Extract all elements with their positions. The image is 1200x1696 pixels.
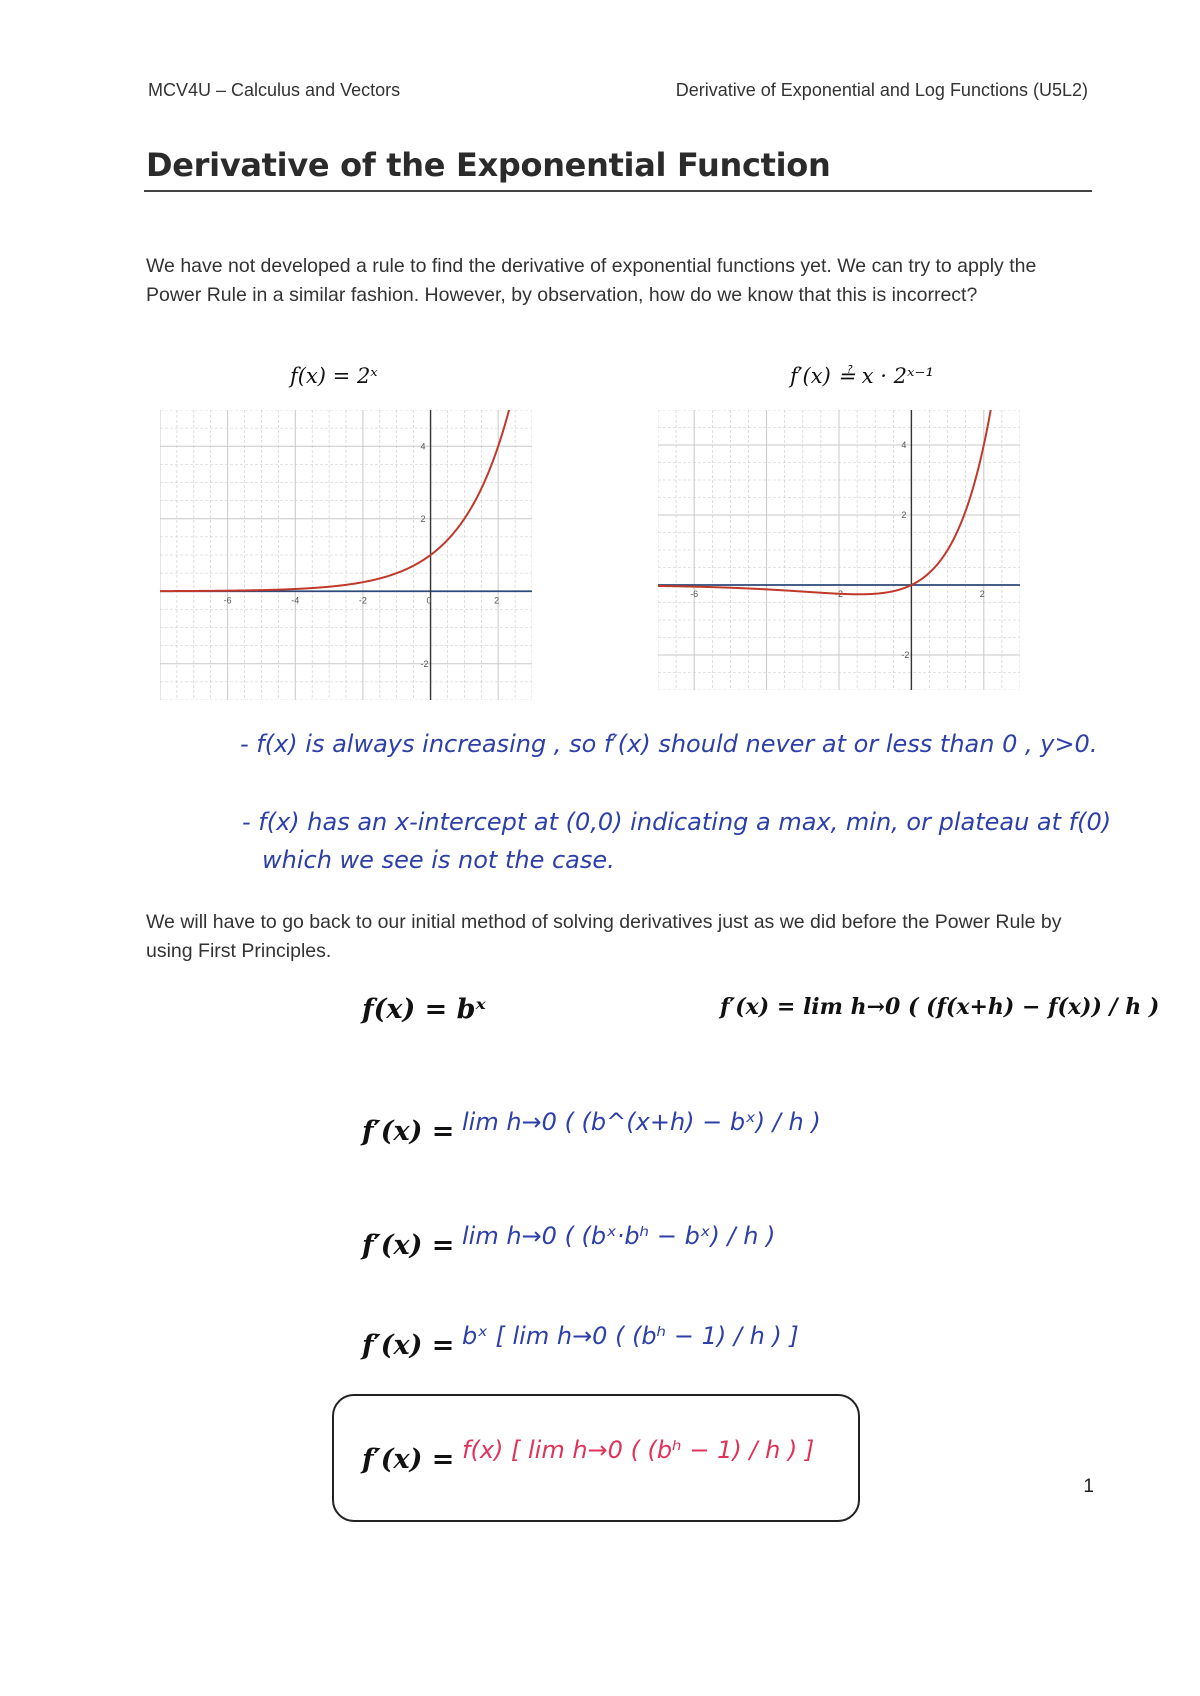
- x-tick-label: 0: [426, 595, 432, 606]
- page-title: Derivative of the Exponential Function: [146, 146, 831, 184]
- y-tick-label: -2: [901, 650, 910, 660]
- final-step-work: f(x) [ lim h→0 ( (bʰ − 1) / h ) ]: [462, 1436, 815, 1464]
- first-principles-definition: f′(x) = lim h→0 ( (f(x+h) − f(x)) / h ): [720, 994, 1160, 1020]
- title-divider: [144, 190, 1092, 192]
- y-tick-label: -2: [420, 658, 429, 669]
- graph-exponential: [160, 410, 532, 700]
- handwritten-note-3: which we see is not the case.: [262, 846, 615, 874]
- x-tick-label: 2: [979, 589, 985, 599]
- second-paragraph: We will have to go back to our initial method of solving derivatives just as we did before the Power Rule by using First Principles.: [146, 911, 1062, 962]
- handwritten-note-1: - f(x) is always increasing , so f′(x) should never at or less than 0 , y>0.: [240, 730, 1098, 758]
- x-tick-label: -6: [690, 589, 699, 599]
- page-number: 1: [1083, 1476, 1094, 1497]
- y-tick-label: 4: [901, 440, 907, 450]
- step-2-work: lim h→0 ( (bˣ·bʰ − bˣ) / h ): [462, 1222, 776, 1250]
- x-tick-label: -4: [291, 595, 300, 606]
- step-3-lhs: f′(x) =: [362, 1330, 455, 1361]
- function-curve: [658, 410, 993, 594]
- graph-label-right: f′(x) ≟ x · 2ˣ⁻¹: [790, 364, 934, 388]
- y-tick-label: 2: [420, 513, 426, 524]
- y-tick-label: 2: [901, 510, 907, 520]
- step-2-lhs: f′(x) =: [362, 1230, 455, 1261]
- final-step-lhs: f′(x) =: [362, 1444, 455, 1475]
- graph-power-rule-attempt: [658, 410, 1020, 690]
- x-tick-label: 2: [494, 595, 500, 606]
- step-1-work: lim h→0 ( (b^(x+h) − bˣ) / h ): [462, 1108, 821, 1136]
- graph-label-left: f(x) = 2ˣ: [290, 364, 378, 388]
- intro-paragraph: We have not developed a rule to find the derivative of exponential functions yet. We can try to apply the Power Rule in a similar fashion. However, by observation, how do we know that this is incorrect?: [146, 255, 1037, 306]
- course-header: MCV4U – Calculus and Vectors: [148, 80, 401, 100]
- step-3-work: bˣ [ lim h→0 ( (bʰ − 1) / h ) ]: [462, 1322, 799, 1350]
- x-tick-label: -2: [835, 589, 844, 599]
- lesson-header: Derivative of Exponential and Log Functions (U5L2): [675, 80, 1088, 100]
- y-tick-label: 4: [420, 441, 426, 452]
- x-tick-label: -6: [223, 595, 232, 606]
- handwritten-note-2: - f(x) has an x-intercept at (0,0) indicating a max, min, or plateau at f(0): [242, 808, 1112, 836]
- x-tick-label: -2: [358, 595, 367, 606]
- exponential-definition: f(x) = bˣ: [362, 994, 486, 1025]
- step-1-lhs: f′(x) =: [362, 1116, 455, 1147]
